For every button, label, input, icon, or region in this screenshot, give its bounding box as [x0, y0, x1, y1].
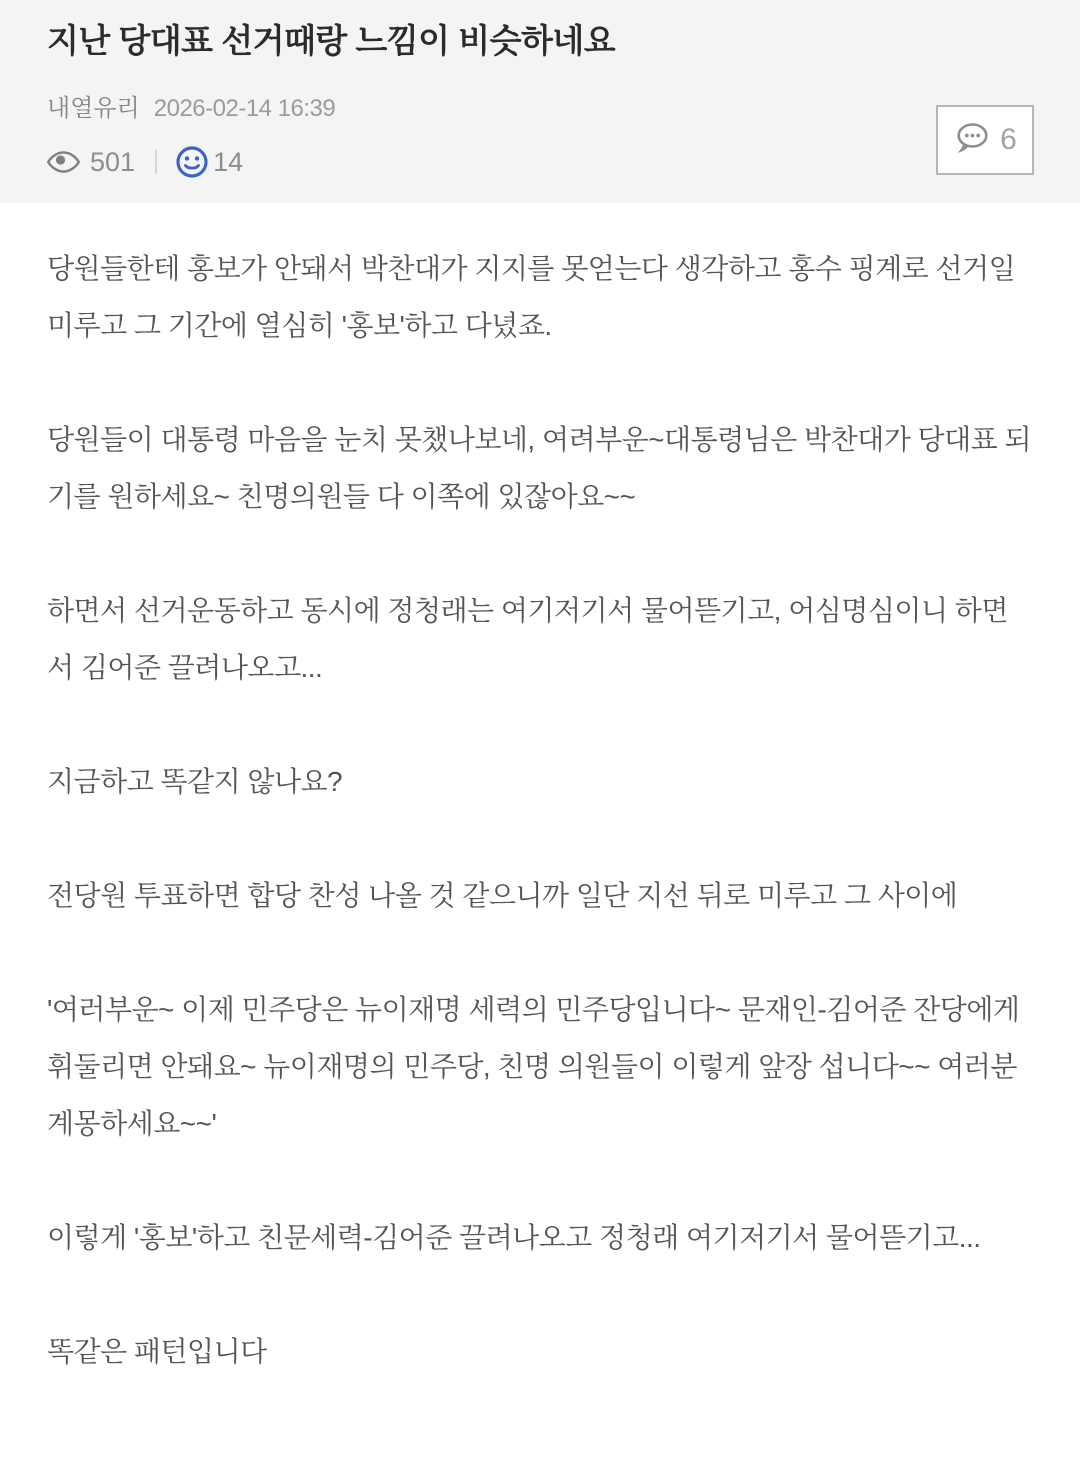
- post-paragraph: 하면서 선거운동하고 동시에 정청래는 여기저기서 물어뜯기고, 어심명심이니 하면서 김어준 끌려나오고...: [47, 595, 1008, 683]
- post-paragraph: 이렇게 '홍보'하고 친문세력-김어준 끌려나오고 정청래 여기저기서 물어뜯기고...: [47, 1222, 981, 1253]
- post-date: 2026-02-14 16:39: [153, 95, 336, 122]
- post-paragraph: '여러부운~ 이제 민주당은 뉴이재명 세력의 민주당입니다~ 문재인-김어준 잔당에게 휘둘리면 안돼요~ 뉴이재명의 민주당, 친명 의원들이 이렇게 앞장 섭니다~~ 여러분 계몽하세요~~': [47, 994, 1020, 1139]
- comment-count: 6: [1000, 123, 1017, 156]
- comment-count-button[interactable]: [936, 105, 1034, 175]
- post-paragraph: 지금하고 똑같지 않나요?: [47, 766, 343, 797]
- post-stats: [47, 145, 1033, 179]
- view-count: 501: [90, 146, 136, 177]
- speech-bubble-icon: [953, 122, 991, 158]
- stats-divider: [155, 150, 157, 174]
- post-title: 지난 당대표 선거때랑 느낌이 비슷하네요: [47, 22, 616, 59]
- eye-icon: [47, 151, 80, 173]
- post-paragraph: 당원들이 대통령 마음을 눈치 못챘나보네, 여려부운~대통령님은 박찬대가 당대표 되기를 원하세요~ 친명의원들 다 이쪽에 있잖아요~~: [47, 424, 1032, 512]
- post-meta: [47, 88, 1033, 123]
- author-name[interactable]: 내열유리: [47, 95, 140, 122]
- smiley-reaction-icon[interactable]: [175, 145, 209, 179]
- post-header: [0, 0, 1080, 203]
- post-body: [0, 203, 1080, 1380]
- post-paragraph: 당원들한테 홍보가 안돼서 박찬대가 지지를 못얻는다 생각하고 홍수 핑계로 선거일 미루고 그 기간에 열심히 '홍보'하고 다녔죠.: [47, 253, 1016, 341]
- paragraph-list: [47, 240, 1033, 1380]
- post-paragraph: 전당원 투표하면 합당 찬성 나올 것 같으니까 일단 지선 뒤로 미루고 그 사이에: [47, 880, 958, 911]
- reaction-count: 14: [213, 146, 244, 177]
- post-paragraph: 똑같은 패턴입니다: [47, 1336, 267, 1367]
